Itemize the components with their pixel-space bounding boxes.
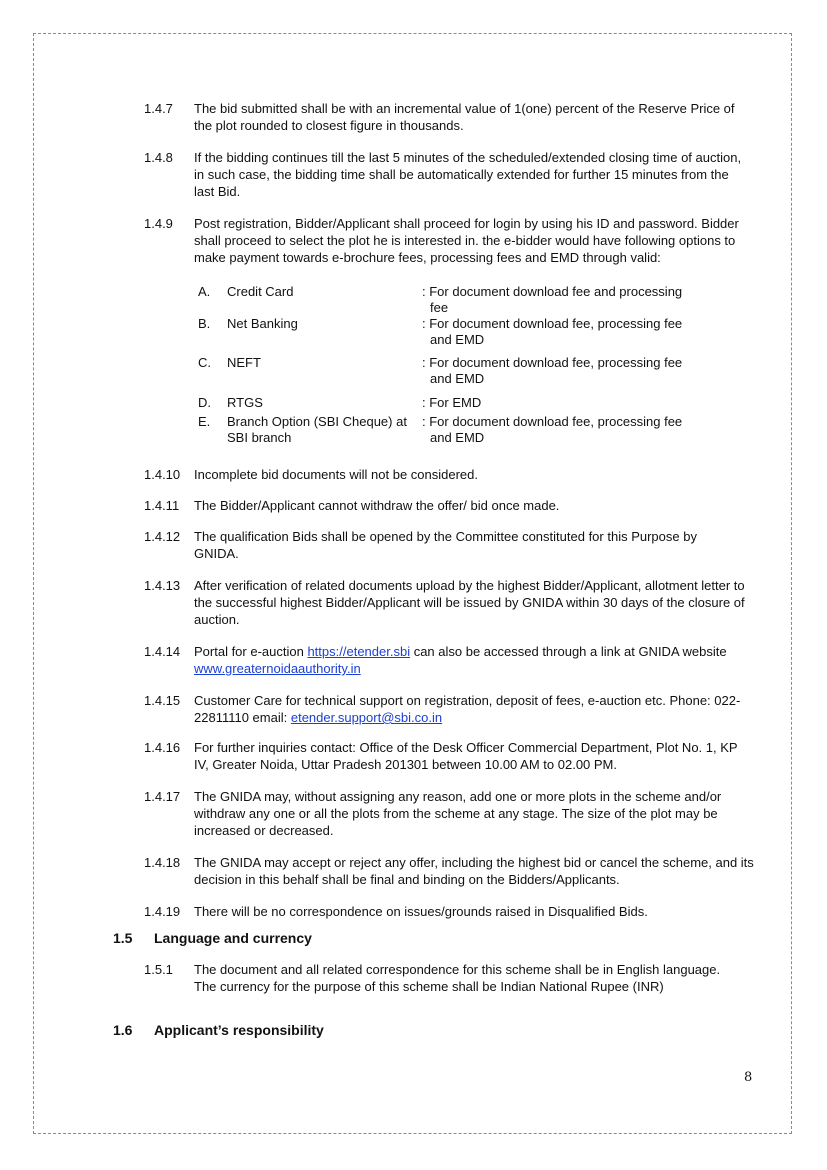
option-description [422,316,712,348]
support-email-link[interactable]: etender.support@sbi.co.in [290,710,443,725]
option-description [422,355,712,387]
option-letter: A. [198,284,211,299]
option-description-line: : For document download fee, processing fee [422,355,683,370]
clause-number: 1.4.11 [144,498,180,513]
clause-number: 1.4.16 [144,740,181,755]
option-name: NEFT [227,355,261,370]
option-letter: B. [198,316,211,331]
section-number: 1.6 [113,1022,133,1038]
clause-number: 1.4.19 [144,904,181,919]
clause-text: If the bidding continues till the last 5 minutes of the scheduled/extended closing time of auction, in such case, the bidding time shall be automatically extended for further 15 minutes from the last Bid. [194,150,742,199]
option-description-line: fee [430,300,449,315]
clause-text-part: can also be accessed through a link at GNIDA website [410,644,727,659]
option-description-line: and EMD [430,430,485,445]
clause-number: 1.4.14 [144,644,181,659]
option-letter: E. [198,414,211,429]
option-name: Branch Option (SBI Cheque) at SBI branch [227,414,407,445]
clause-text [194,643,734,677]
clause-number: 1.4.12 [144,529,181,544]
page-number: 8 [744,1070,753,1085]
option-letter: C. [198,355,211,370]
option-description-line: : For EMD [422,395,482,410]
clause-number: 1.4.15 [144,693,181,708]
clause-text: The qualification Bids shall be opened by the Committee constituted for this Purpose by GNIDA. [194,529,697,561]
gnida-website-link[interactable]: www.greaternoidaauthority.in [194,661,361,676]
clause-text-part: Portal for e-auction [194,644,308,659]
option-description-line: and EMD [430,332,485,347]
option-name: Credit Card [227,284,294,299]
clause-number: 1.4.8 [144,150,173,165]
clause-number: 1.4.13 [144,578,181,593]
section-heading: Language and currency [154,930,312,946]
clause-number: 1.4.7 [144,101,173,116]
clause-text: Incomplete bid documents will not be considered. [194,467,478,482]
option-name: Net Banking [227,316,298,331]
option-description-line: : For document download fee and processing [422,284,683,299]
section-number: 1.5 [113,930,133,946]
option-description-line: : For document download fee, processing fee [422,316,683,331]
clause-text: There will be no correspondence on issues/grounds raised in Disqualified Bids. [194,904,648,919]
clause-number: 1.4.10 [144,467,181,482]
clause-number: 1.4.17 [144,789,181,804]
clause-text-part: Customer Care for technical support on registration, deposit of fees, e-auction etc. Phone: 022-22811110 email: [194,693,741,725]
option-description [422,395,712,411]
clause-text: For further inquiries contact: Office of the Desk Officer Commercial Department, Plot No. 1, KP IV, Greater Noida, Uttar Pradesh 201301 between 10.00 AM to 02.00 PM. [194,740,738,772]
option-description-line: and EMD [430,371,485,386]
clause-number: 1.5.1 [144,962,173,977]
clause-number: 1.4.18 [144,855,181,870]
clause-number: 1.4.9 [144,216,173,231]
clause-text: The Bidder/Applicant cannot withdraw the offer/ bid once made. [194,498,560,513]
clause-text: After verification of related documents upload by the highest Bidder/Applicant, allotment letter to the successful highest Bidder/Applicant will be issued by GNIDA within 30 days of the closure of auction. [194,578,745,627]
clause-text: The document and all related correspondence for this scheme shall be in English language. The currency for the purpose of this scheme shall be Indian National Rupee (INR) [194,962,721,994]
clause-text: The bid submitted shall be with an incremental value of 1(one) percent of the Reserve Price of the plot rounded to closest figure in thousands. [194,101,735,133]
option-name: RTGS [227,395,263,410]
option-description-line: : For document download fee, processing fee [422,414,683,429]
clause-text: The GNIDA may accept or reject any offer, including the highest bid or cancel the scheme, and its decision in this behalf shall be final and binding on the Bidders/Applicants. [194,855,754,887]
clause-text: The GNIDA may, without assigning any reason, add one or more plots in the scheme and/or withdraw any one or all the plots from the scheme at any stage. The size of the plot may be increased or decreased. [194,789,722,838]
section-heading: Applicant’s responsibility [154,1022,324,1038]
option-description [422,284,712,316]
clause-text: Post registration, Bidder/Applicant shall proceed for login by using his ID and password. Bidder shall proceed to select the plot he is interested in. the e-bidder would have following options to make payment towards e-brochure fees, processing fees and EMD through valid: [194,216,739,265]
clause-text [194,692,752,726]
option-description [422,414,712,446]
etender-portal-link[interactable]: https://etender.sbi [307,644,411,659]
option-letter: D. [198,395,211,410]
